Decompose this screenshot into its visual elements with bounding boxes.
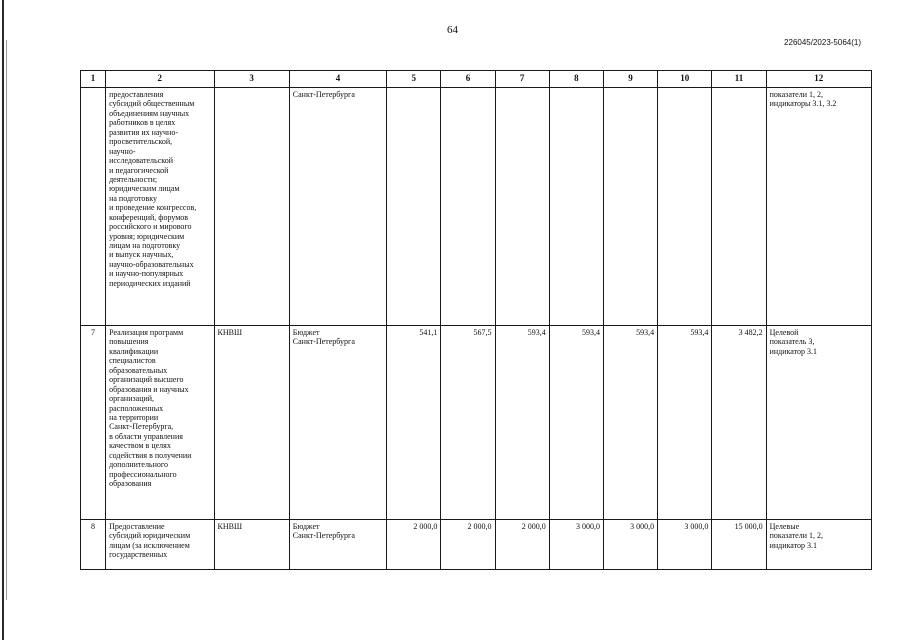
row-description: предоставления субсидий общественным объединениям научных работников в целях развития их научно- просветительской, научно- исследовательской и педагогической деятельности; юридическим лицам на подготовку и проведение конгрессов, конференций, форумов российского и мирового уровня; юридическим лицам на подготовку и выпуск научных, научно-образовательных и научно-популярных периодических изданий xyxy=(106,88,214,326)
column-header: 9 xyxy=(603,71,657,88)
table-row xyxy=(81,326,872,520)
program-table xyxy=(80,70,872,570)
row-value xyxy=(441,88,495,326)
row-value xyxy=(387,88,441,326)
row-value: 593,4 xyxy=(658,326,712,520)
row-value: 593,4 xyxy=(495,326,549,520)
column-header: 8 xyxy=(549,71,603,88)
row-value: 541,1 xyxy=(387,326,441,520)
row-indicators: показатели 1, 2, индикаторы 3.1, 3.2 xyxy=(766,88,871,326)
column-header: 12 xyxy=(766,71,871,88)
column-header: 10 xyxy=(658,71,712,88)
column-header: 5 xyxy=(387,71,441,88)
row-value xyxy=(495,88,549,326)
scan-edge-light xyxy=(6,40,7,600)
row-executor xyxy=(214,88,289,326)
row-description: Реализация программ повышения квалификации специалистов образовательных организаций высшего образования и научных организаций, расположенных на территории Санкт-Петербурга, в области управления качеством в целях содействия в получении дополнительного профессионального образования xyxy=(106,326,214,520)
table-row xyxy=(81,520,872,570)
row-total xyxy=(712,88,766,326)
column-header: 11 xyxy=(712,71,766,88)
column-header: 6 xyxy=(441,71,495,88)
row-number: 8 xyxy=(81,520,106,570)
row-value: 2 000,0 xyxy=(387,520,441,570)
column-header: 7 xyxy=(495,71,549,88)
row-value xyxy=(603,88,657,326)
page-number: 64 xyxy=(447,24,458,36)
row-indicators: Целевой показатель 3, индикатор 3.1 xyxy=(766,326,871,520)
row-value: 2 000,0 xyxy=(495,520,549,570)
row-total: 15 000,0 xyxy=(712,520,766,570)
document-id: 226045/2023-5064(1) xyxy=(784,38,861,47)
row-value: 2 000,0 xyxy=(441,520,495,570)
row-value xyxy=(549,88,603,326)
row-value: 593,4 xyxy=(603,326,657,520)
row-description: Предоставление субсидий юридическим лицам (за исключением государственных xyxy=(106,520,214,570)
row-value: 3 000,0 xyxy=(603,520,657,570)
row-value xyxy=(658,88,712,326)
row-indicators: Целевые показатели 1, 2, индикатор 3.1 xyxy=(766,520,871,570)
table-header-row xyxy=(81,71,872,88)
row-funding-source: Бюджет Санкт-Петербурга xyxy=(289,520,386,570)
table-row xyxy=(81,88,872,326)
row-value: 567,5 xyxy=(441,326,495,520)
row-value: 593,4 xyxy=(549,326,603,520)
row-executor: КНВШ xyxy=(214,520,289,570)
row-total: 3 482,2 xyxy=(712,326,766,520)
column-header: 3 xyxy=(214,71,289,88)
row-funding-source: Санкт-Петербурга xyxy=(289,88,386,326)
column-header: 2 xyxy=(106,71,214,88)
column-header: 4 xyxy=(289,71,386,88)
scan-edge-dark xyxy=(2,0,4,640)
row-funding-source: Бюджет Санкт-Петербурга xyxy=(289,326,386,520)
row-value: 3 000,0 xyxy=(549,520,603,570)
row-executor: КНВШ xyxy=(214,326,289,520)
row-number: 7 xyxy=(81,326,106,520)
column-header: 1 xyxy=(81,71,106,88)
row-value: 3 000,0 xyxy=(658,520,712,570)
row-number xyxy=(81,88,106,326)
